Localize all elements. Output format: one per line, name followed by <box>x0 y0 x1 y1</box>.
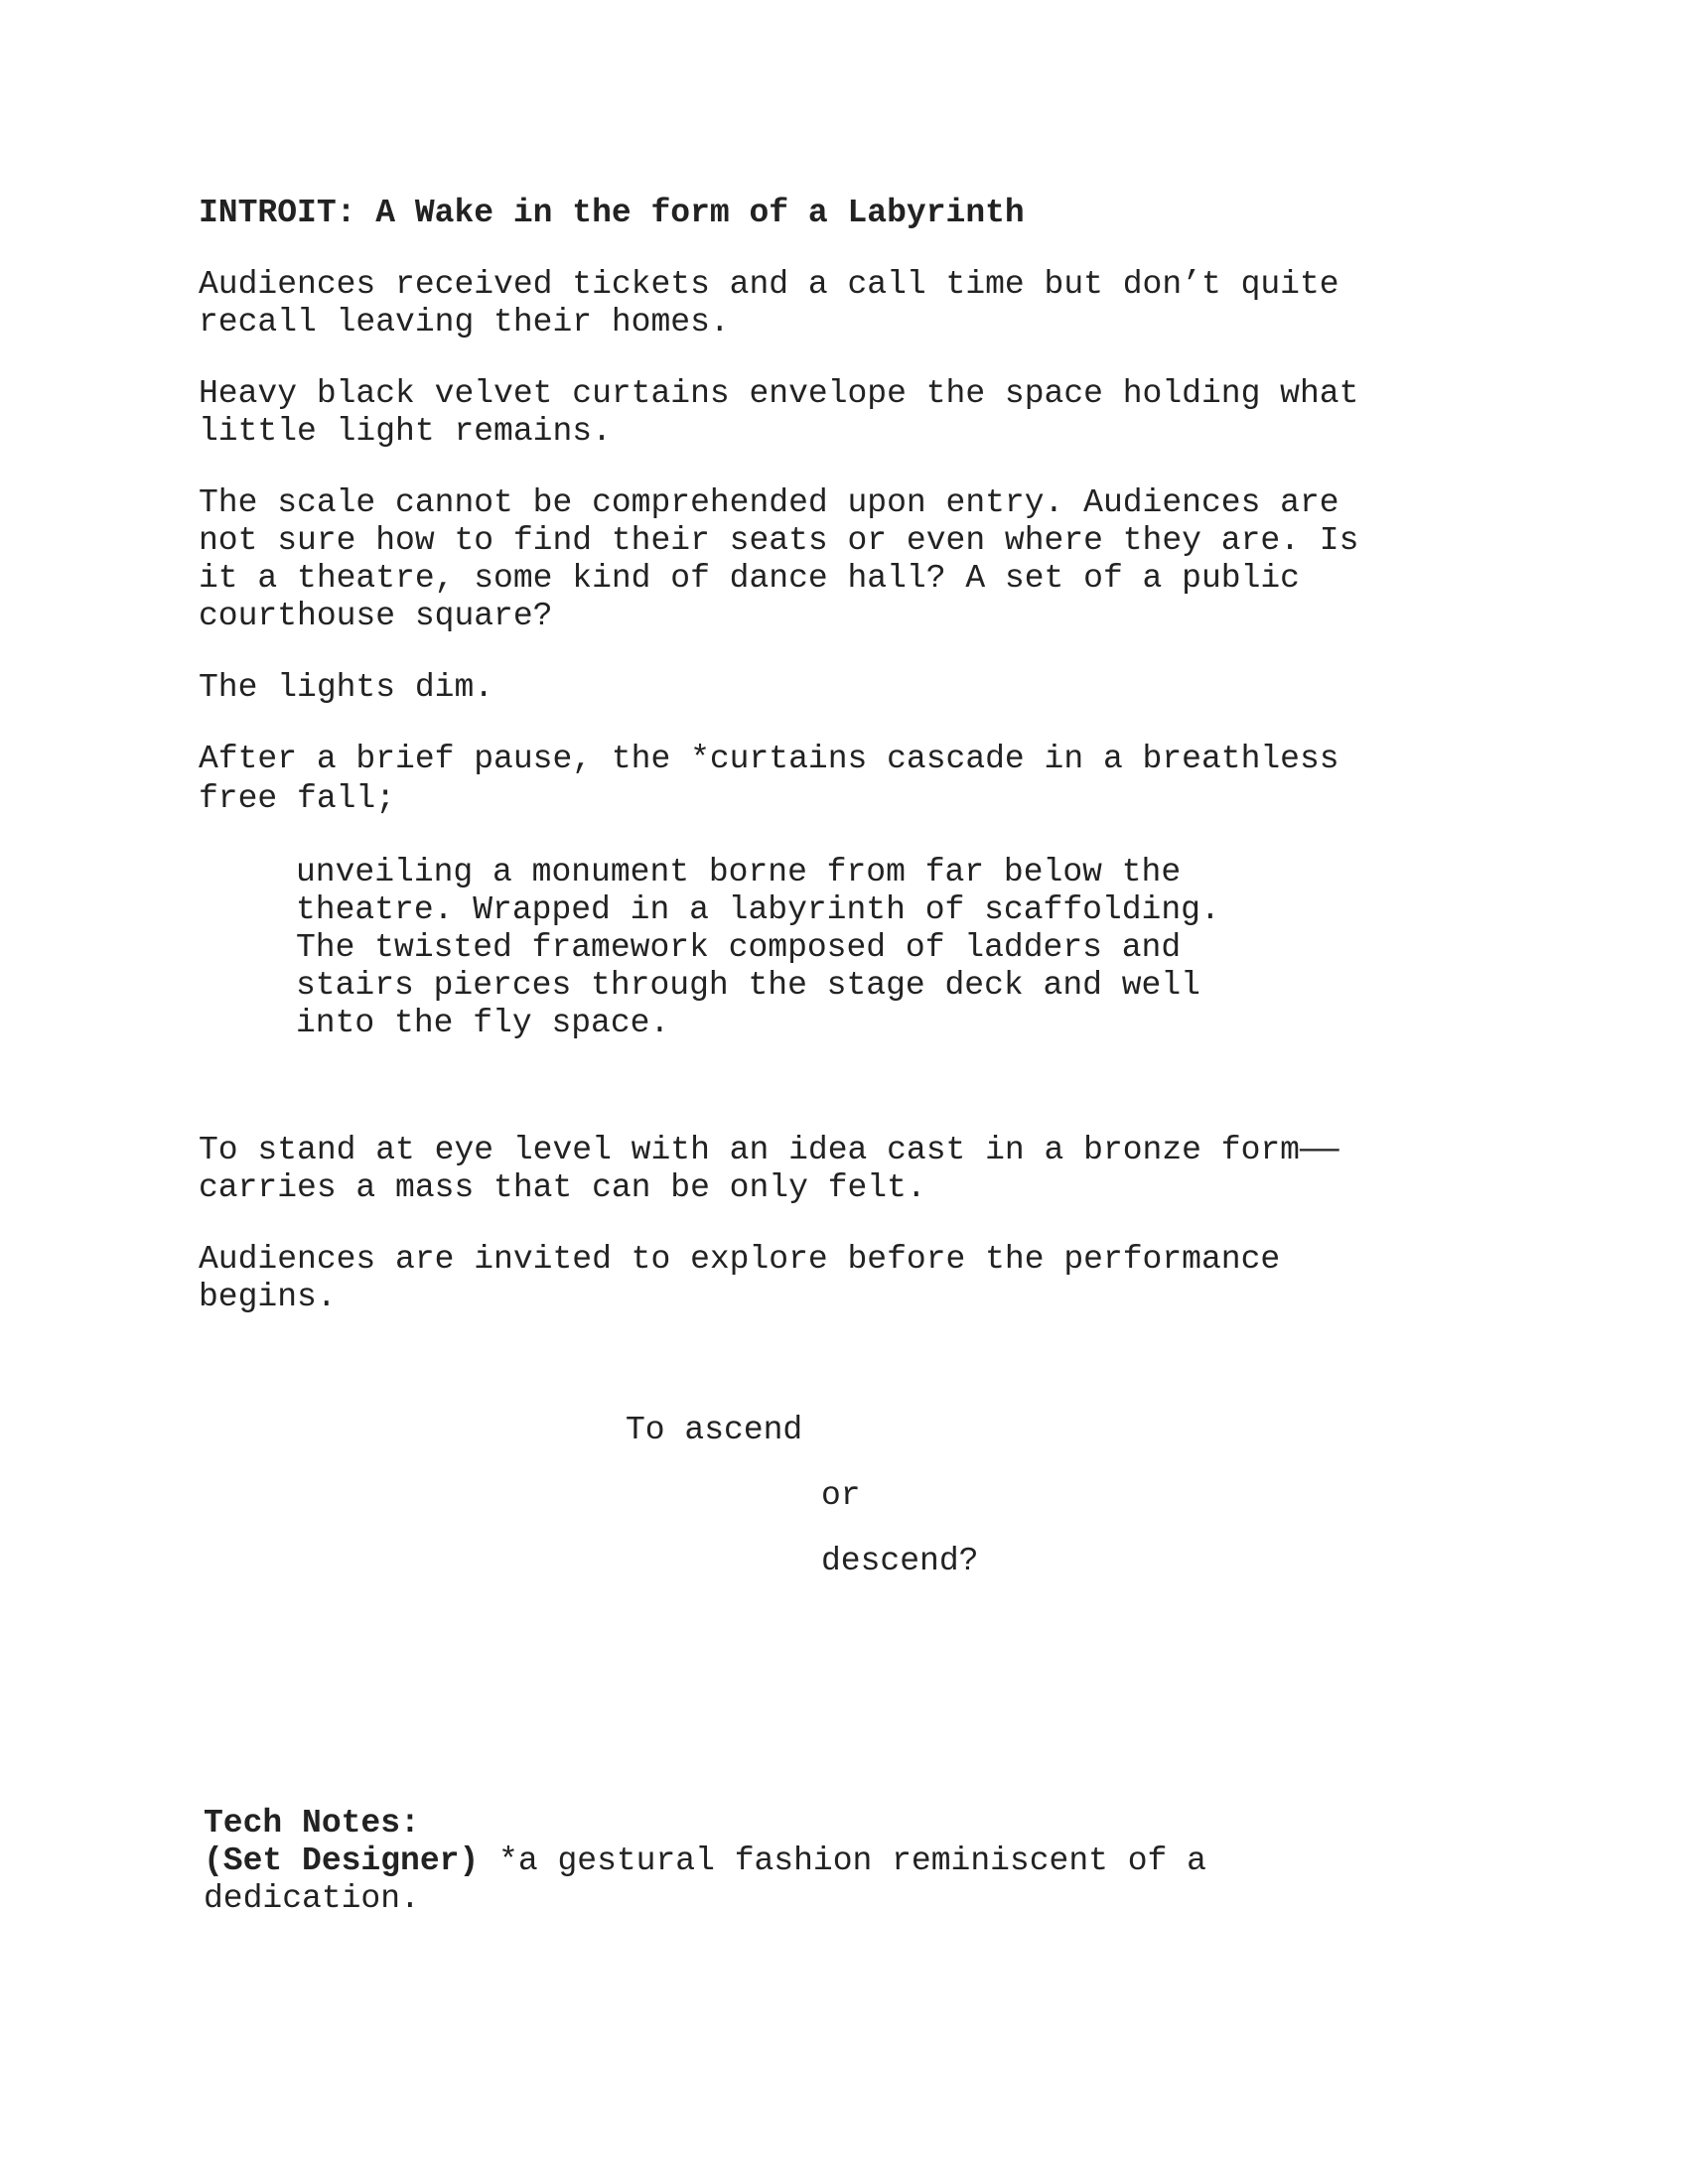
paragraph-line: free fall; <box>199 780 396 817</box>
paragraph-line: courthouse square? <box>199 598 553 634</box>
tech-note-line: dedication. <box>204 1880 420 1917</box>
paragraph-line: After a brief pause, the *curtains cascade in a breathless <box>199 741 1339 777</box>
paragraph-line: Heavy black velvet curtains envelope the space holding what <box>199 375 1359 412</box>
indented-line: into the fly space. <box>296 1005 670 1041</box>
paragraph-line: begins. <box>199 1279 337 1315</box>
paragraph-line: The scale cannot be comprehended upon entry. Audiences are <box>199 484 1339 521</box>
indented-line: theatre. Wrapped in a labyrinth of scaffolding. <box>296 891 1220 928</box>
or-line: or <box>821 1477 861 1514</box>
indented-line: The twisted framework composed of ladders and <box>296 929 1182 966</box>
paragraph-line: little light remains. <box>199 413 612 450</box>
paragraph-line: it a theatre, some kind of dance hall? A set of a public <box>199 560 1300 597</box>
set-designer-label: (Set Designer) <box>204 1843 480 1879</box>
paragraph-line: recall leaving their homes. <box>199 304 730 341</box>
descend-line: descend? <box>821 1543 979 1579</box>
paragraph-line: Audiences are invited to explore before the performance <box>199 1241 1281 1278</box>
tech-notes-heading: Tech Notes: <box>204 1805 420 1842</box>
indented-line: unveiling a monument borne from far below the <box>296 854 1182 890</box>
tech-note-line <box>204 1843 1206 1880</box>
indented-line: stairs pierces through the stage deck and well <box>296 967 1200 1004</box>
ascend-line: To ascend <box>626 1412 803 1448</box>
paragraph-line: The lights dim. <box>199 669 494 706</box>
paragraph-line: Audiences received tickets and a call time but don’t quite <box>199 266 1339 303</box>
paragraph-line: not sure how to find their seats or even where they are. Is <box>199 522 1359 559</box>
paragraph-line: carries a mass that can be only felt. <box>199 1169 926 1206</box>
scene-title: INTROIT: A Wake in the form of a Labyrinth <box>199 195 1025 231</box>
tech-note-text: *a gestural fashion reminiscent of a <box>479 1843 1206 1879</box>
paragraph-line: To stand at eye level with an idea cast in a bronze form—— <box>199 1132 1339 1168</box>
